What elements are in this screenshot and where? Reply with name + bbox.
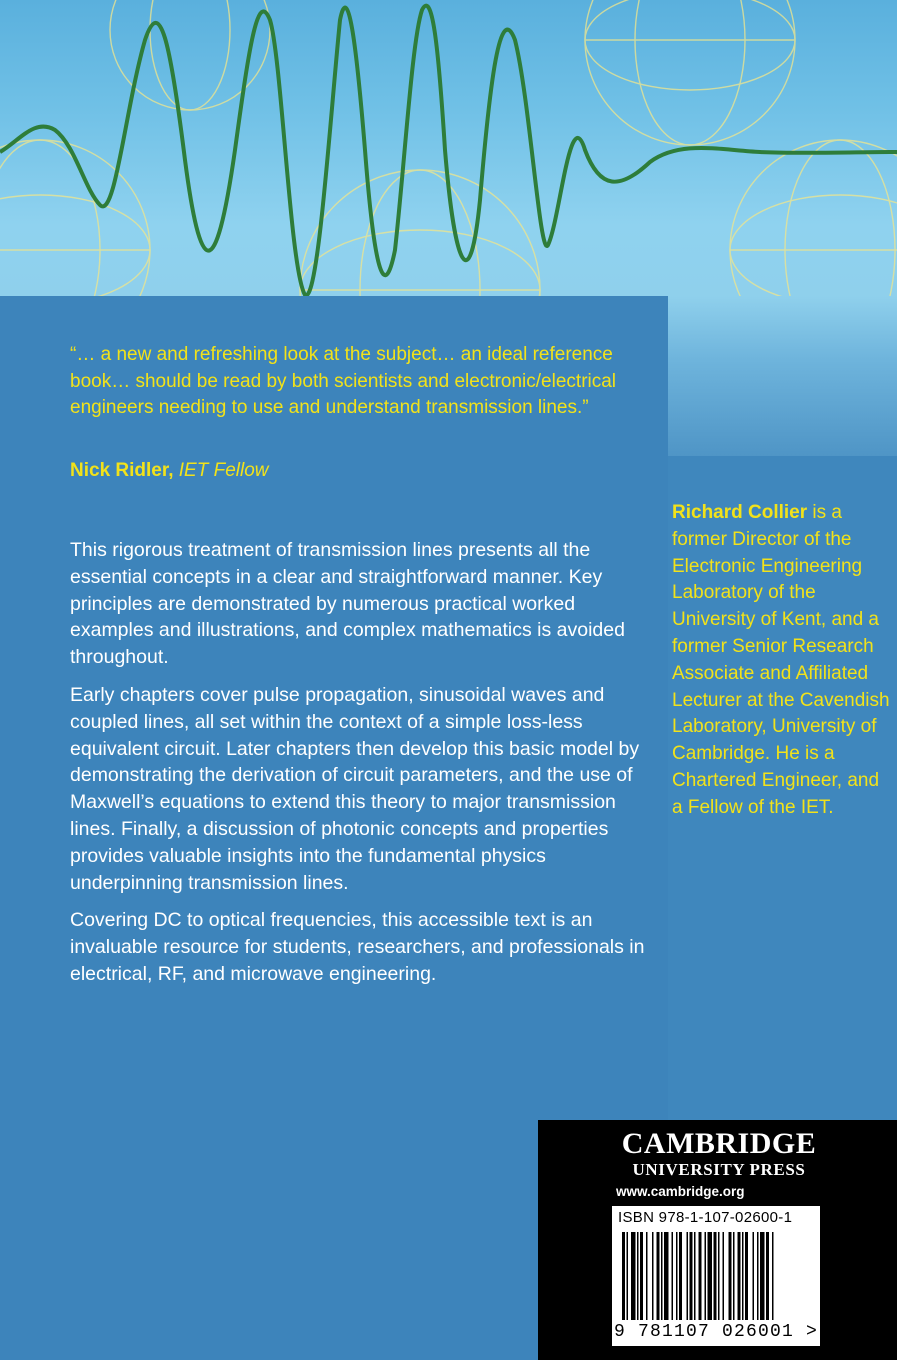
barcode-bar xyxy=(729,1232,732,1320)
publisher-url[interactable]: www.cambridge.org xyxy=(616,1184,745,1199)
green-wave-line xyxy=(0,6,897,296)
barcode-bar xyxy=(708,1232,713,1320)
barcode-bar xyxy=(705,1232,707,1320)
barcode-digits: 9 781107 026001 > xyxy=(614,1322,819,1342)
barcode-bar xyxy=(622,1232,625,1320)
barcode-bar xyxy=(757,1232,759,1320)
barcode-bar xyxy=(631,1232,636,1320)
author-bio xyxy=(672,500,892,822)
barcode-bar xyxy=(664,1232,669,1320)
right-gradient-strip xyxy=(668,296,897,456)
reviewer-name: Nick Ridler, xyxy=(70,460,174,481)
barcode-bar xyxy=(760,1232,765,1320)
quote-attribution xyxy=(70,460,269,482)
description-paragraph: Covering DC to optical frequencies, this accessible text is an invaluable resource for students, researchers, and professionals in electrical, RF, and microwave engineering. xyxy=(70,909,645,985)
author-name: Richard Collier xyxy=(672,502,808,523)
barcode-bar xyxy=(640,1232,643,1320)
barcode-bar xyxy=(657,1232,660,1320)
barcode-bar xyxy=(742,1232,744,1320)
barcode-bar xyxy=(694,1232,696,1320)
barcode-bar xyxy=(672,1232,674,1320)
smith-chart-motif xyxy=(0,0,897,300)
barcode-bar xyxy=(753,1232,755,1320)
barcode-bar xyxy=(646,1232,648,1320)
waveform-graphic xyxy=(0,0,897,300)
barcode-bar xyxy=(745,1232,748,1320)
cover-illustration xyxy=(0,0,897,300)
isbn-label: ISBN 978-1-107-02600-1 xyxy=(618,1209,793,1226)
barcode-bar xyxy=(766,1232,769,1320)
barcode-bar xyxy=(661,1232,663,1320)
barcode-bar xyxy=(679,1232,682,1320)
barcode-bar xyxy=(652,1232,654,1320)
barcode-bar xyxy=(627,1232,629,1320)
barcode-bar xyxy=(738,1232,741,1320)
barcode-bar xyxy=(699,1232,702,1320)
publisher-name: CAMBRIDGE xyxy=(621,1127,817,1160)
barcode-bar xyxy=(714,1232,717,1320)
barcode-bar xyxy=(637,1232,639,1320)
barcode-bar xyxy=(687,1232,689,1320)
description-paragraph: Early chapters cover pulse propagation, sinusoidal waves and coupled lines, all set within the context of a simple loss-less equivalent circuit. Later chapters then develop this basic model by demonstrating the derivation of circuit parameters, and the use of Maxwell’s equations to extend this theory to major transmission lines. Finally, a discussion of photonic concepts and properties provides valuable insights into the fundamental physics underpinning transmission lines. xyxy=(70,683,640,894)
book-description xyxy=(70,537,650,999)
review-quote: “… a new and refreshing look at the subject… an ideal reference book… should be read by both scientists and electronic/electrical engineers needing to use and understand transmission lines.” xyxy=(70,344,617,418)
barcode-bar xyxy=(718,1232,720,1320)
author-bio-text: is a former Director of the Electronic Engineering Laboratory of the University of Kent, and a former Senior Research Associate and Affiliated Lecturer at the Cavendish Laboratory, University of Cambridge. He is a Chartered Engineer, and a Fellow of the IET. xyxy=(672,502,890,818)
barcode-bar xyxy=(733,1232,735,1320)
publisher-subtitle: UNIVERSITY PRESS xyxy=(632,1160,806,1179)
barcode-bar xyxy=(676,1232,678,1320)
barcode xyxy=(612,1228,820,1324)
barcode-bar xyxy=(772,1232,774,1320)
description-paragraph: This rigorous treatment of transmission lines presents all the essential concepts in a clear and straightforward manner. Key principles are demonstrated by numerous practical worked examples and illustrations, and complex mathematics is avoided throughout. xyxy=(70,539,625,669)
barcode-bar xyxy=(690,1232,693,1320)
reviewer-role: IET Fellow xyxy=(178,460,269,481)
barcode-bar xyxy=(723,1232,725,1320)
